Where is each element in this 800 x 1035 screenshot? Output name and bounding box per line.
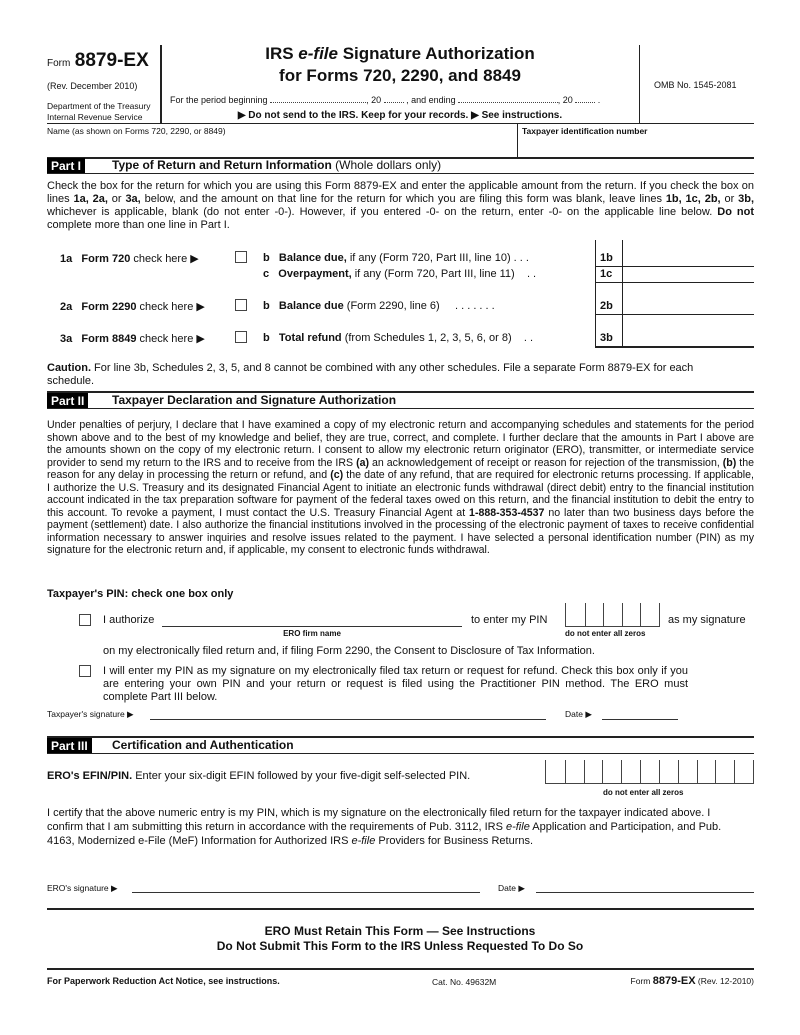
retain-notice: ERO Must Retain This Form — See Instructions [264, 924, 536, 938]
title-line1: IRS e-file Signature Authorization [265, 44, 535, 63]
ero-authorize-checkbox[interactable] [79, 614, 91, 626]
period-end-field[interactable] [458, 102, 558, 103]
taxpayer-signature-field[interactable] [150, 706, 546, 720]
box-2b-label: 2b [600, 300, 613, 312]
line-1b-amount[interactable] [624, 242, 754, 265]
ero-firm-name-label: ERO firm name [283, 629, 341, 638]
line-1a: 1a Form 720 check here ▶ [60, 253, 199, 265]
period-row: For the period beginning , 20 , and ending , 20 . [170, 95, 601, 105]
part3-title: Certification and Authentication [112, 738, 294, 752]
line-1c-label: c Overpayment, if any (Form 720, Part III, line 11) . . [263, 268, 537, 280]
revision: (Rev. December 2010) [47, 81, 138, 91]
form-720-checkbox[interactable] [235, 251, 247, 263]
name-field[interactable] [47, 136, 515, 156]
form-8849-checkbox[interactable] [235, 331, 247, 343]
part2-label: Part II [47, 393, 88, 409]
ero-signature-label: ERO's signature ▶ [47, 883, 118, 893]
box-1c-label: 1c [600, 268, 613, 280]
form-2290-checkbox[interactable] [235, 299, 247, 311]
period-begin-year-field[interactable] [384, 102, 404, 103]
part1-instructions: Check the box for the return for which you are using this Form 8879-EX and enter the applicable amount from the return. If you check the box on lines 1a, 2a, or 3a, below, and the amount on that line for the return for which you are filing this form was blank, leave lines 1b, 1c, 2b, or 3b, whichever is applicable, blank (do not enter -0-). However, if you entered -0- on the return, enter -0- on the applicable line below. Do not complete more than one line in Part I. [47, 180, 755, 231]
on-my-return-text: on my electronically filed return and, if filing Form 2290, the Consent to Disclosure of Tax Information. [103, 645, 595, 657]
paperwork-notice: For Paperwork Reduction Act Notice, see instructions. [47, 976, 280, 986]
efin-no-zeros-note: do not enter all zeros [603, 788, 684, 797]
ero-firm-name-field[interactable] [162, 613, 462, 627]
form-number: 8879-EX [74, 50, 149, 71]
taxpayer-date-field[interactable] [602, 706, 678, 720]
caution-note: Caution. For line 3b, Schedules 2, 3, 5, and 8 cannot be combined with any other schedules. File a separate Form 8879-EX for each schedule. [47, 362, 694, 387]
part1-label: Part I [47, 158, 85, 174]
pin-no-zeros-note: do not enter all zeros [565, 629, 646, 638]
form-id [47, 50, 149, 72]
name-label: Name (as shown on Forms 720, 2290, or 8849) [47, 126, 226, 136]
do-not-submit-notice: Do Not Submit This Form to the IRS Unless Requested To Do So [216, 939, 584, 953]
authorize-label: I authorize [103, 614, 155, 626]
line-3a: 3a Form 8849 check here ▶ [60, 333, 205, 345]
tin-field[interactable] [520, 136, 754, 156]
keep-records-note: ▶ Do not send to the IRS. Keep for your records. ▶ See instructions. [237, 110, 563, 121]
taxpayer-date-label: Date ▶ [565, 709, 592, 719]
period-begin-field[interactable] [270, 102, 366, 103]
pin-heading: Taxpayer's PIN: check one box only [47, 588, 234, 600]
omb-number: OMB No. 1545-2081 [654, 80, 737, 90]
ero-efin-pin-boxes[interactable] [545, 760, 754, 784]
tin-label: Taxpayer identification number [522, 126, 648, 136]
efin-pin-label: ERO's EFIN/PIN. Enter your six-digit EFIN followed by your five-digit self-selected PIN. [47, 770, 471, 782]
part1-title: Type of Return and Return Information (Whole dollars only) [112, 158, 442, 172]
line-2b-amount[interactable] [624, 283, 754, 313]
ero-certification: I certify that the above numeric entry is my PIN, which is my signature on the electronically filed return for the taxpayer indicated above. I confirm that I am submitting this return in accordance with the requirements of Pub. 3112, IRS e-file Application and Participation, and Pub. 4163, Modernized e-File (MeF) Information for Authorized IRS e-file Providers for Business Returns. [47, 807, 722, 847]
line-1c-amount[interactable] [624, 267, 754, 281]
dept-treasury: Department of the Treasury [47, 101, 151, 111]
taxpayer-signature-label: Taxpayer's signature ▶ [47, 709, 134, 719]
line-2a: 2a Form 2290 check here ▶ [60, 301, 205, 313]
ero-date-label: Date ▶ [498, 883, 525, 893]
taxpayer-declaration: Under penalties of perjury, I declare that I have examined a copy of my electronic return and accompanying schedules and statements for the period shown above and to the best of my knowledge and belief, they are true, correct, and complete. I further declare that the amounts in Part I above are the amounts shown on the copy of my electronic return. I consent to allow my electronic return originator (ERO), transmitter, or intermediate service provider to send my return to the IRS and to receive from the IRS (a) an acknowledgement of receipt or reason for rejection of the transmission, (b) the reason for any delay in processing the return or refund, and (c) the date of any refund, that are required for electronic returns processing. If applicable, I authorize the U.S. Treasury and its designated Financial Agent to initiate an electronic funds withdrawal (direct debit) entry to the financial institution account indicated in the tax preparation software for payment of the federal taxes owed on this return, and the financial institution to debit the entry to this account. To revoke a payment, I must contact the U.S. Treasury Financial Agent at 1-888-353-4537 no later than two business days before the payment (settlement) date. I also authorize the financial institutions involved in the processing of the electronic payment of taxes to receive confidential information necessary to answer inquiries and resolve issues related to the payment. I have selected a personal identification number (PIN) as my signature for the electronic return and, if applicable, my consent to electronic funds withdrawal. [47, 419, 755, 556]
own-pin-checkbox[interactable] [79, 665, 91, 677]
to-enter-pin-label: to enter my PIN [471, 614, 548, 626]
part3-label: Part III [47, 738, 92, 754]
title-line2: for Forms 720, 2290, and 8849 [279, 66, 521, 85]
line-3b-amount[interactable] [624, 315, 754, 345]
line-2b-label: b Balance due (Form 2290, line 6) . . . . . . . [263, 300, 495, 312]
ero-signature-field[interactable] [132, 879, 480, 893]
form-word: Form [47, 58, 71, 69]
ero-date-field[interactable] [536, 879, 754, 893]
box-3b-label: 3b [600, 332, 613, 344]
own-pin-text: I will enter my PIN as my signature on my electronically filed tax return or request for refund. Check this box only if you are entering your own PIN and your return or request is filed using the Practitioner PIN method. The ERO must complete Part III below. [103, 665, 688, 703]
period-end-year-field[interactable] [575, 102, 595, 103]
taxpayer-pin-boxes[interactable] [565, 603, 660, 627]
part2-title: Taxpayer Declaration and Signature Authorization [112, 393, 397, 407]
catalog-number: Cat. No. 49632M [432, 977, 497, 987]
dept-irs: Internal Revenue Service [47, 112, 143, 122]
box-1b-label: 1b [600, 252, 613, 264]
as-signature-label: as my signature [668, 614, 746, 626]
footer-form-id: Form 8879-EX (Rev. 12-2010) [630, 975, 754, 987]
line-3b-label: b Total refund (from Schedules 1, 2, 3, 5, 6, or 8) . . [263, 332, 534, 344]
line-1b-label: b Balance due, if any (Form 720, Part III, line 10) . . . [263, 252, 529, 264]
